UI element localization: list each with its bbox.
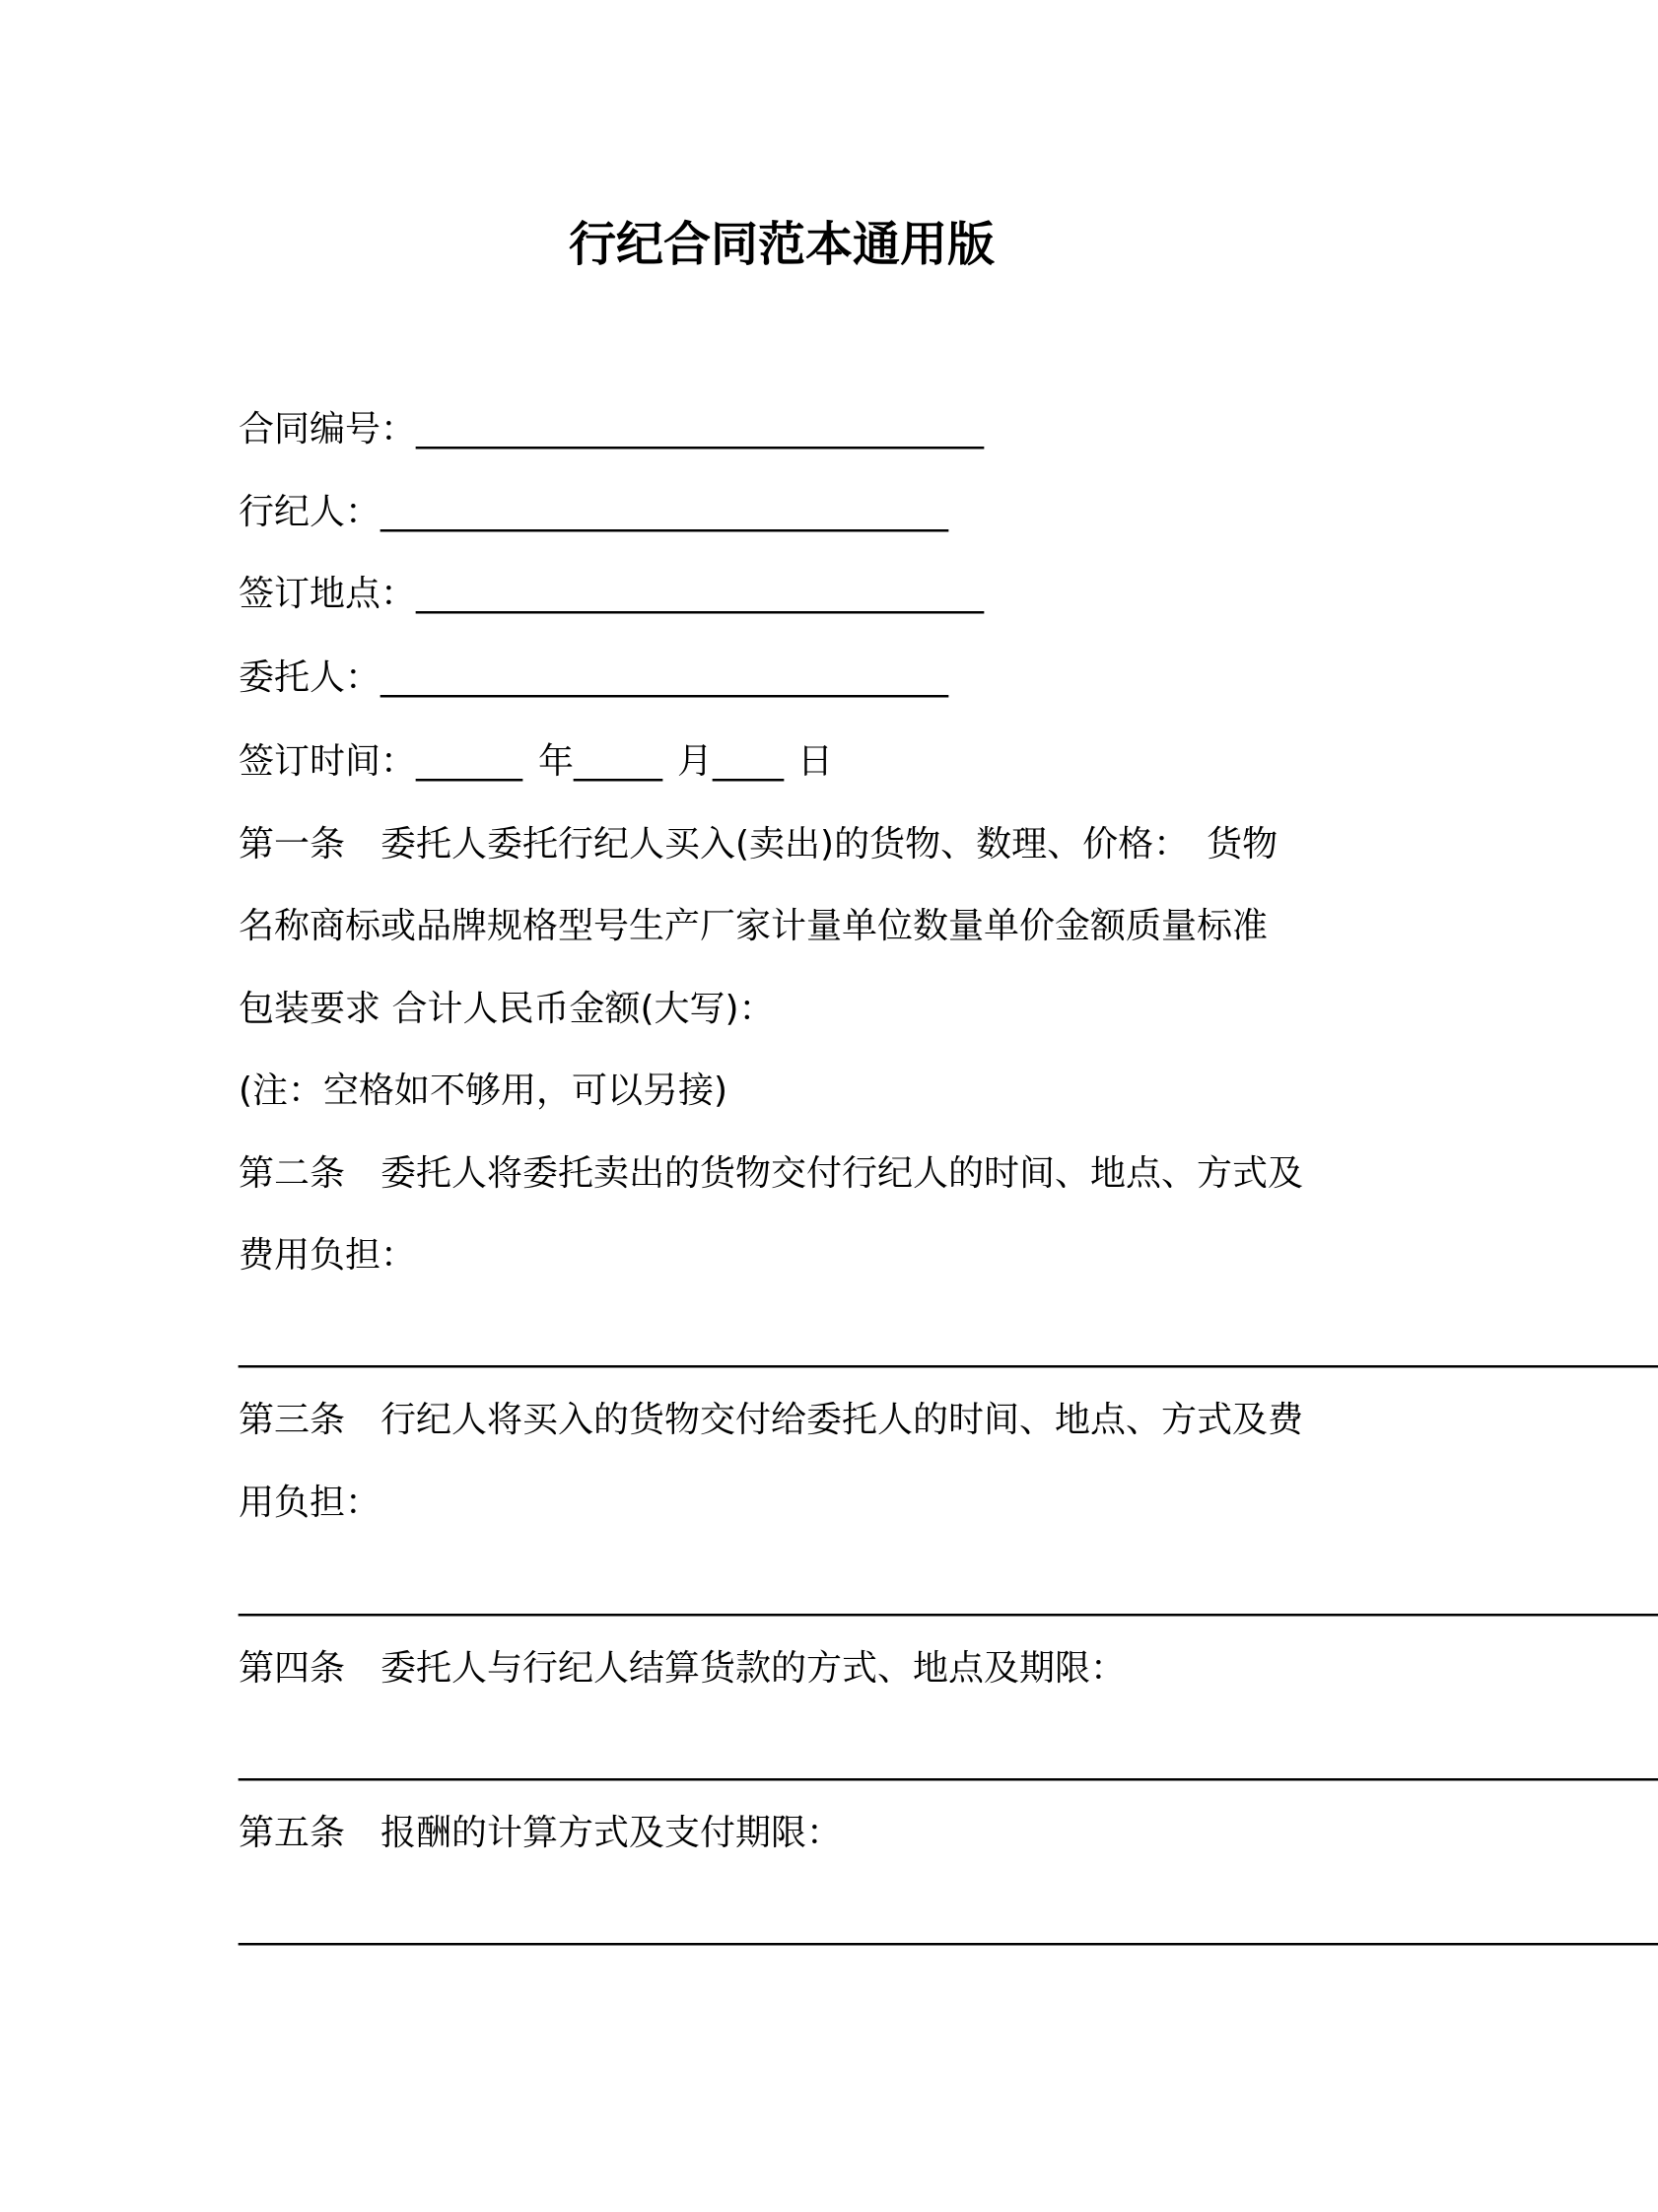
signing-place-field (239, 573, 985, 616)
article-3-line-1: 第三条 行纪人将买入的货物交付给委托人的时间、地点、方式及费 (239, 1400, 1304, 1440)
broker-field (239, 491, 949, 534)
day-label: 日 (797, 741, 834, 782)
article-1-line-3: 包装要求 合计人民币金额(大写)： (239, 989, 775, 1029)
contract-number-blank: ________________________________ (416, 409, 985, 449)
year-blank: ______ (416, 741, 523, 782)
broker-blank: ________________________________ (380, 492, 949, 532)
signing-date-label: 签订时间： (239, 741, 417, 782)
signing-place-label: 签订地点： (239, 574, 417, 614)
article-3-blank: ________________________________________________________________________________ (239, 1576, 1658, 1617)
article-3-line-2: 用负担： (239, 1483, 381, 1523)
article-2-line-2: 费用负担： (239, 1235, 417, 1276)
client-label: 委托人： (239, 657, 381, 698)
day-blank: ____ (713, 741, 785, 782)
signing-place-blank: ________________________________ (416, 574, 985, 614)
article-2-blank: ________________________________________________________________________________ (239, 1328, 1658, 1368)
article-1-line-2: 名称商标或品牌规格型号生产厂家计量单位数量单价金额质量标准 (239, 906, 1269, 946)
client-blank: ________________________________ (380, 657, 949, 698)
article-4-line-1: 第四条 委托人与行纪人结算货款的方式、地点及期限： (239, 1648, 1127, 1689)
article-1-line-1: 第一条 委托人委托行纪人买入(卖出)的货物、数理、价格： 货物 (239, 824, 1278, 864)
article-5-line-1: 第五条 报酬的计算方式及支付期限： (239, 1813, 843, 1853)
month-blank: _____ (574, 741, 663, 782)
signing-date-field (239, 740, 833, 784)
month-label: 月 (677, 741, 714, 782)
client-field (239, 657, 949, 700)
article-4-blank: ________________________________________________________________________________ (239, 1741, 1658, 1781)
contract-number-label: 合同编号： (239, 409, 417, 449)
year-label: 年 (538, 741, 575, 782)
article-1-note: (注：空格如不够用，可以另接) (239, 1071, 728, 1111)
broker-label: 行纪人： (239, 492, 381, 532)
contract-number-field (239, 408, 985, 451)
article-5-blank: ________________________________________________________________________________ (239, 1905, 1658, 1946)
article-2-line-1: 第二条 委托人将委托卖出的货物交付行纪人的时间、地点、方式及 (239, 1153, 1304, 1194)
document-title: 行纪合同范本通用版 (568, 217, 995, 272)
